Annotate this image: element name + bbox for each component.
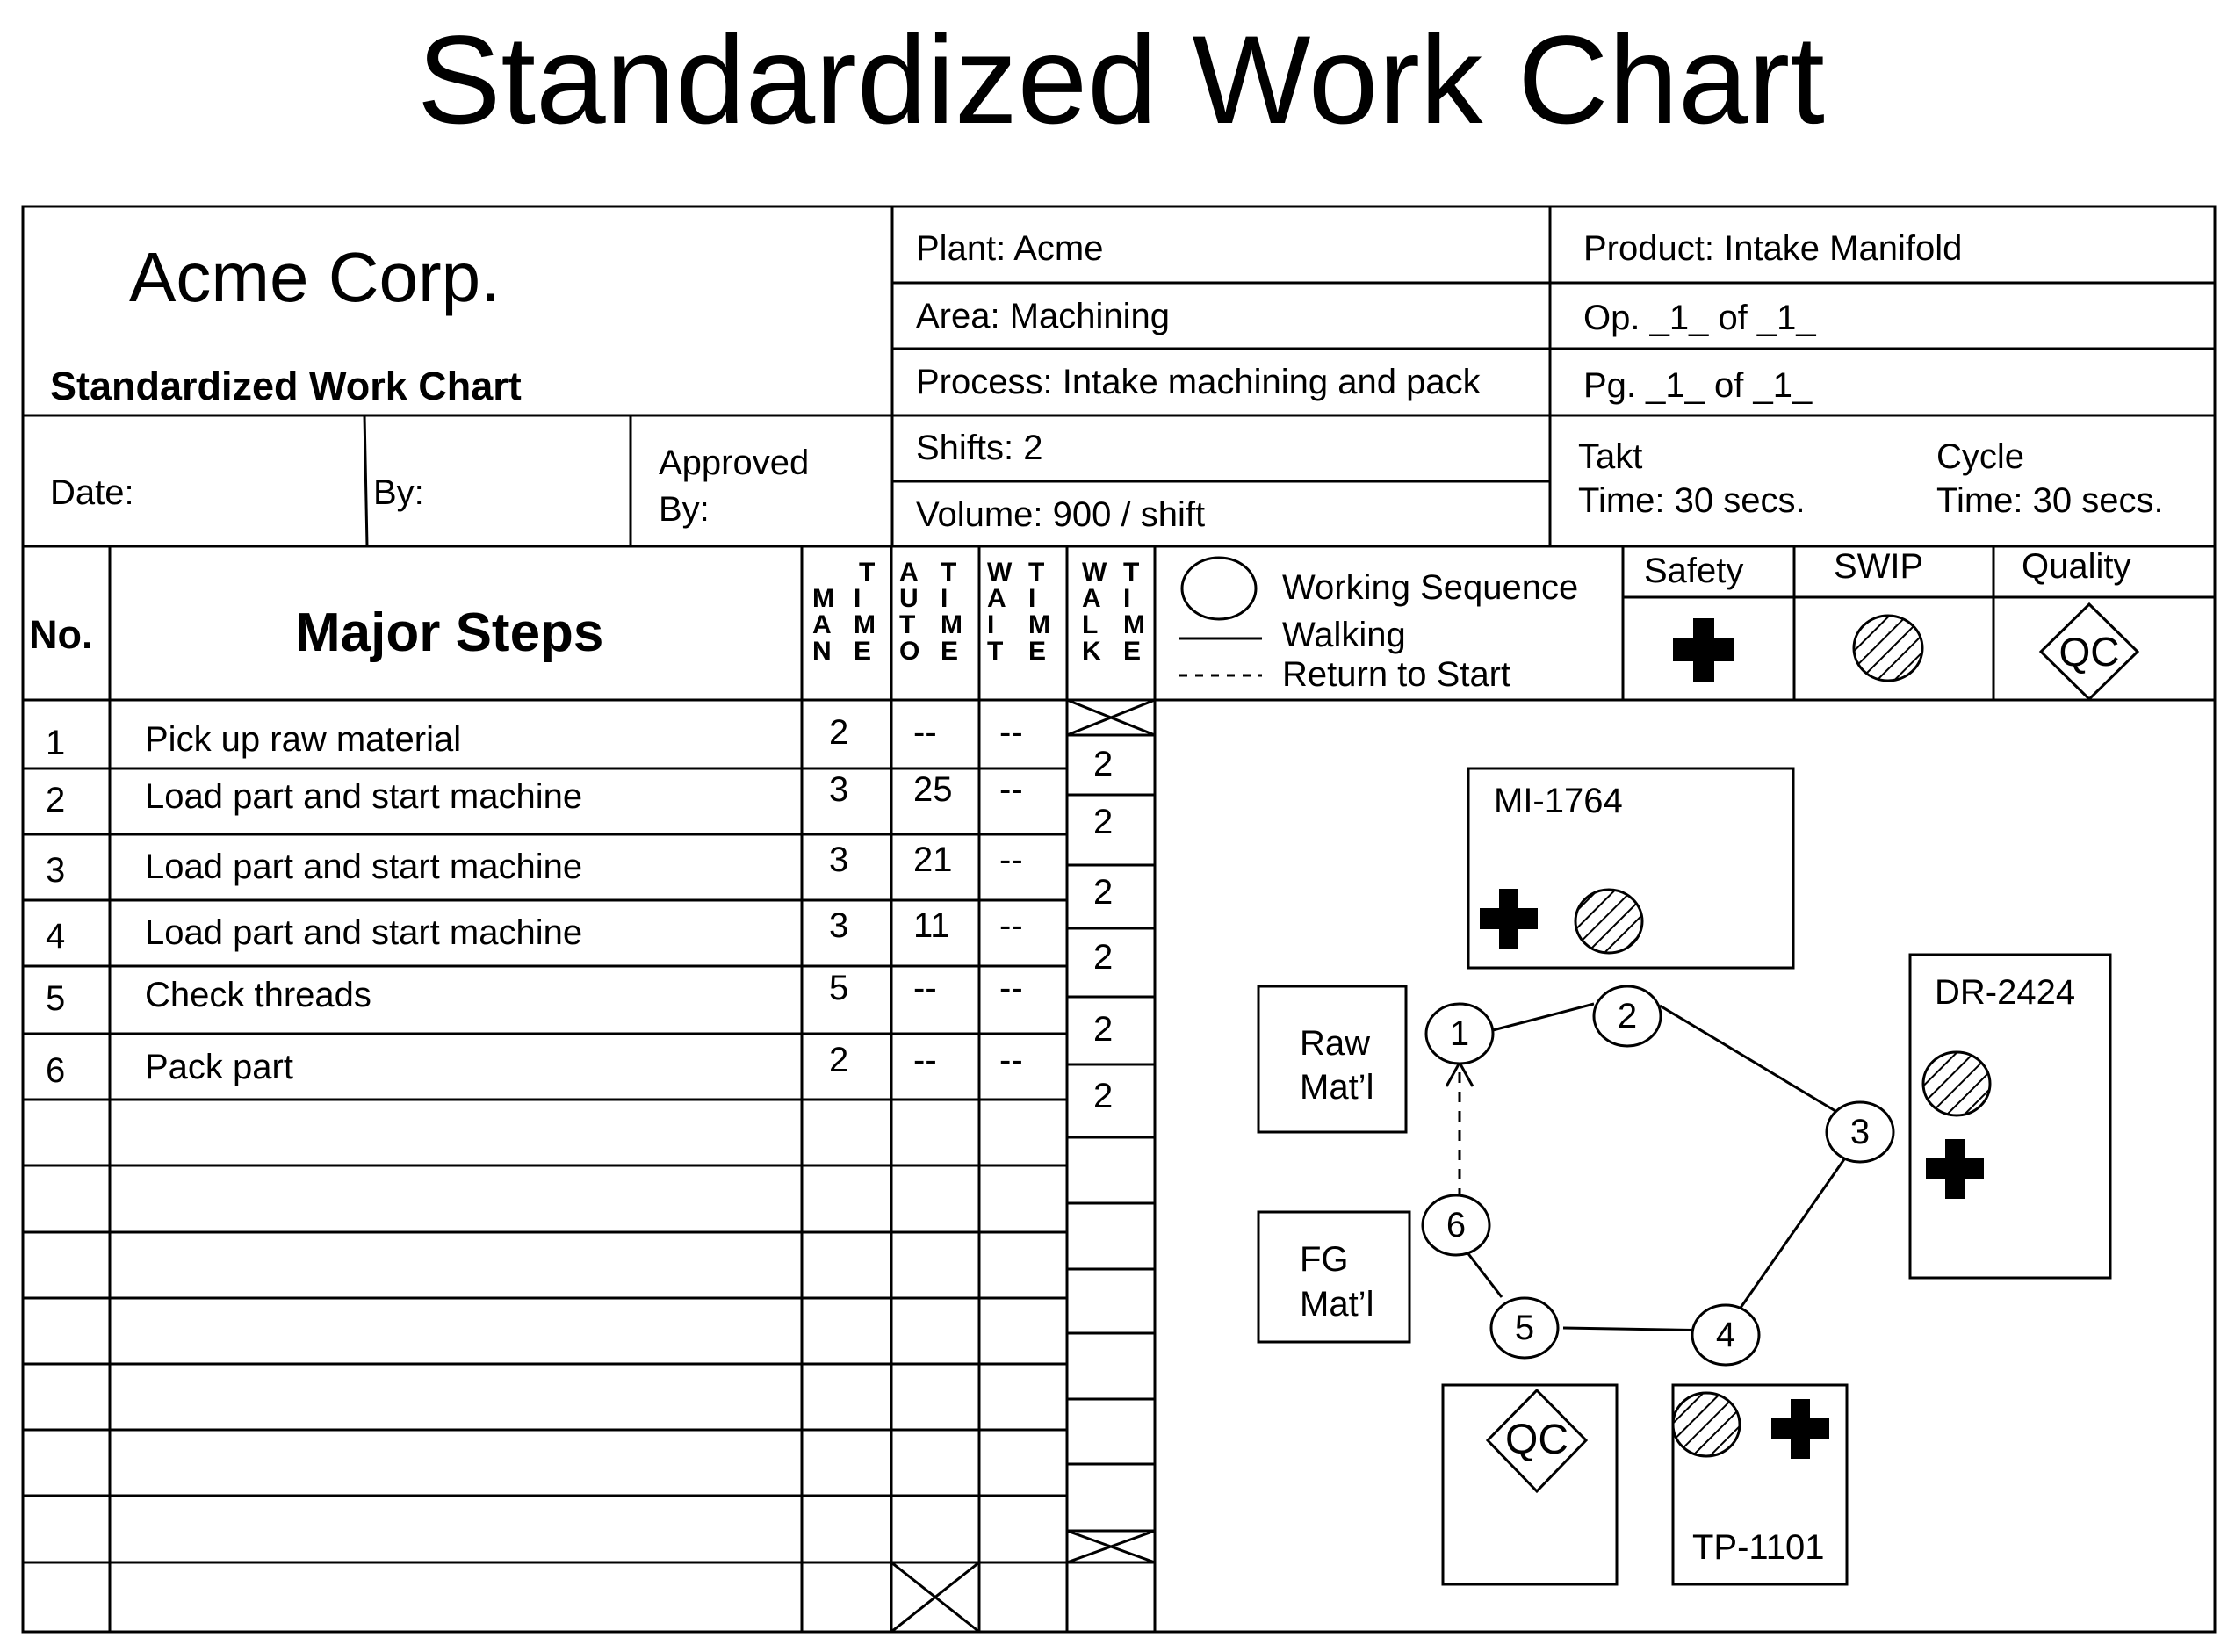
walk-time-header-letter: W [1082, 558, 1107, 587]
walk-column-lines [1067, 735, 1155, 1562]
mi-safety-cross-icon [1480, 889, 1538, 949]
legend-swip: SWIP [1834, 547, 1924, 586]
no-column-header: No. [29, 612, 93, 657]
machine-dr-label: DR-2424 [1935, 973, 2076, 1012]
auto-time-header-letter: I [941, 584, 948, 613]
fg-material-label-1: FG [1300, 1240, 1349, 1279]
man-time-header-t: T [859, 558, 876, 587]
man-time-header-letter: E [854, 637, 872, 666]
volume-field: Volume: 900 / shift [916, 495, 1206, 534]
dr-swip-icon [1923, 1052, 1990, 1115]
legend-qc-label: QC [2058, 629, 2120, 675]
step-wait-time: -- [999, 713, 1023, 752]
wait-time-header-letter: W [987, 558, 1013, 587]
step-auto-time: -- [913, 713, 937, 752]
takt-time-value: Time: 30 secs. [1578, 481, 1806, 520]
sequence-circles [1423, 986, 1893, 1365]
step-description: Load part and start machine [145, 848, 583, 886]
step-auto-time: 21 [913, 840, 953, 879]
mi-swip-icon [1575, 890, 1642, 953]
wait-time-header-letter: I [987, 610, 995, 639]
product-field: Product: Intake Manifold [1583, 229, 1963, 268]
wait-time-header-letter: A [987, 584, 1006, 613]
walk-time-header-letter: M [1123, 610, 1145, 639]
auto-time-header-letter: T [941, 558, 957, 587]
step-description: Pick up raw material [145, 720, 462, 759]
raw-material-label-2: Mat’l [1300, 1068, 1374, 1107]
fg-material-label-2: Mat’l [1300, 1285, 1374, 1324]
step-walk-time: 2 [1093, 938, 1114, 977]
step-wait-time: -- [999, 969, 1023, 1007]
walk-time-header-letter: T [1123, 558, 1140, 587]
auto-time-header-letter: O [899, 637, 920, 666]
legend-safety: Safety [1644, 552, 1744, 590]
wait-time-header-letter: E [1028, 637, 1047, 666]
walk-time-header-letter: L [1082, 610, 1099, 639]
step-walk-time: 2 [1093, 1077, 1114, 1115]
step-walk-time: 2 [1093, 1010, 1114, 1049]
legend-quality: Quality [2022, 547, 2131, 586]
cycle-time-value: Time: 30 secs. [1936, 481, 2164, 520]
date-label: Date: [50, 473, 134, 512]
step-description: Check threads [145, 976, 371, 1014]
sequence-number: 5 [1514, 1309, 1535, 1347]
sequence-number: 2 [1617, 997, 1638, 1035]
takt-time-label: Takt [1578, 437, 1643, 476]
page-field: Pg. _1_ of _1_ [1583, 366, 1813, 405]
major-steps-column-header: Major Steps [295, 602, 604, 663]
auto-time-header-letter: E [941, 637, 959, 666]
layout-icons [1480, 889, 1990, 1491]
sequence-number: 4 [1715, 1316, 1736, 1354]
legend-return-to-start: Return to Start [1282, 655, 1511, 694]
step-walk-time: 2 [1093, 745, 1114, 783]
chart-subtitle: Standardized Work Chart [50, 364, 522, 408]
tp-swip-icon [1673, 1393, 1740, 1456]
shifts-field: Shifts: 2 [916, 429, 1043, 467]
machine-tp-label: TP-1101 [1692, 1528, 1825, 1567]
qc-station-label: QC [1505, 1417, 1568, 1463]
walking-path [1446, 1004, 1844, 1331]
wait-time-header-letter: M [1028, 610, 1050, 639]
step-number: 6 [46, 1051, 66, 1090]
man-time-header-letter: M [854, 610, 876, 639]
walk-time-header-letter: E [1123, 637, 1142, 666]
step-auto-time: -- [913, 1041, 937, 1079]
step-description: Pack part [145, 1048, 293, 1086]
cycle-time-label: Cycle [1936, 437, 2025, 476]
walk-time-header-letter: A [1082, 584, 1101, 613]
step-wait-time: -- [999, 770, 1023, 809]
raw-material-label-1: Raw [1300, 1024, 1371, 1063]
step-man-time: 3 [829, 840, 849, 879]
step-wait-time: -- [999, 840, 1023, 879]
man-time-header-letter: A [812, 610, 832, 639]
wait-time-header-letter: T [987, 637, 1004, 666]
swip-hatched-circle-icon [1854, 616, 1922, 681]
auto-time-header-letter: T [899, 610, 916, 639]
walk-time-header-letter: I [1123, 584, 1131, 613]
auto-time-header-letter: A [899, 558, 919, 587]
area-field: Area: Machining [916, 297, 1171, 335]
legend-walking: Walking [1282, 616, 1406, 654]
approved-label: Approved [659, 444, 810, 482]
by-label: By: [373, 473, 424, 512]
sequence-number: 6 [1446, 1206, 1467, 1244]
safety-cross-icon [1673, 618, 1734, 682]
man-time-header-letter: N [812, 637, 832, 666]
dr-safety-cross-icon [1926, 1139, 1984, 1199]
step-description: Load part and start machine [145, 913, 583, 952]
wait-time-header-letter: I [1028, 584, 1036, 613]
working-sequence-circle-icon [1182, 558, 1256, 619]
step-number: 5 [46, 979, 66, 1018]
op-field: Op. _1_ of _1_ [1583, 299, 1816, 337]
step-description: Load part and start machine [145, 777, 583, 816]
auto-time-header-letter: M [941, 610, 962, 639]
wait-time-header-letter: T [1028, 558, 1045, 587]
approved-by-label: By: [659, 490, 710, 529]
page-title: Standardized Work Chart [417, 11, 1825, 150]
tp-safety-cross-icon [1771, 1399, 1829, 1459]
step-auto-time: -- [913, 969, 937, 1007]
step-number: 2 [46, 781, 66, 819]
step-number: 1 [46, 724, 66, 762]
step-man-time: 2 [829, 713, 849, 752]
step-man-time: 3 [829, 906, 849, 945]
step-wait-time: -- [999, 906, 1023, 945]
step-walk-time: 2 [1093, 803, 1114, 841]
process-field: Process: Intake machining and pack [916, 363, 1481, 401]
step-wait-time: -- [999, 1041, 1023, 1079]
step-man-time: 5 [829, 969, 849, 1007]
man-time-header-letter: I [854, 584, 862, 613]
auto-time-header-letter: U [899, 584, 919, 613]
step-man-time: 3 [829, 770, 849, 809]
sequence-number: 1 [1449, 1014, 1470, 1053]
sequence-number: 3 [1849, 1113, 1871, 1151]
step-number: 4 [46, 917, 66, 956]
step-number: 3 [46, 851, 66, 890]
machine-mi-label: MI-1764 [1494, 782, 1623, 820]
step-row-lines [23, 768, 1067, 1562]
plant-field: Plant: Acme [916, 229, 1104, 268]
step-auto-time: 11 [913, 906, 950, 945]
step-walk-time: 2 [1093, 873, 1114, 912]
step-auto-time: 25 [913, 770, 953, 809]
walk-time-header-letter: K [1082, 637, 1101, 666]
legend-working-sequence: Working Sequence [1282, 568, 1579, 607]
step-man-time: 2 [829, 1041, 849, 1079]
man-time-header-letter: M [812, 584, 834, 613]
company-name: Acme Corp. [129, 238, 501, 316]
